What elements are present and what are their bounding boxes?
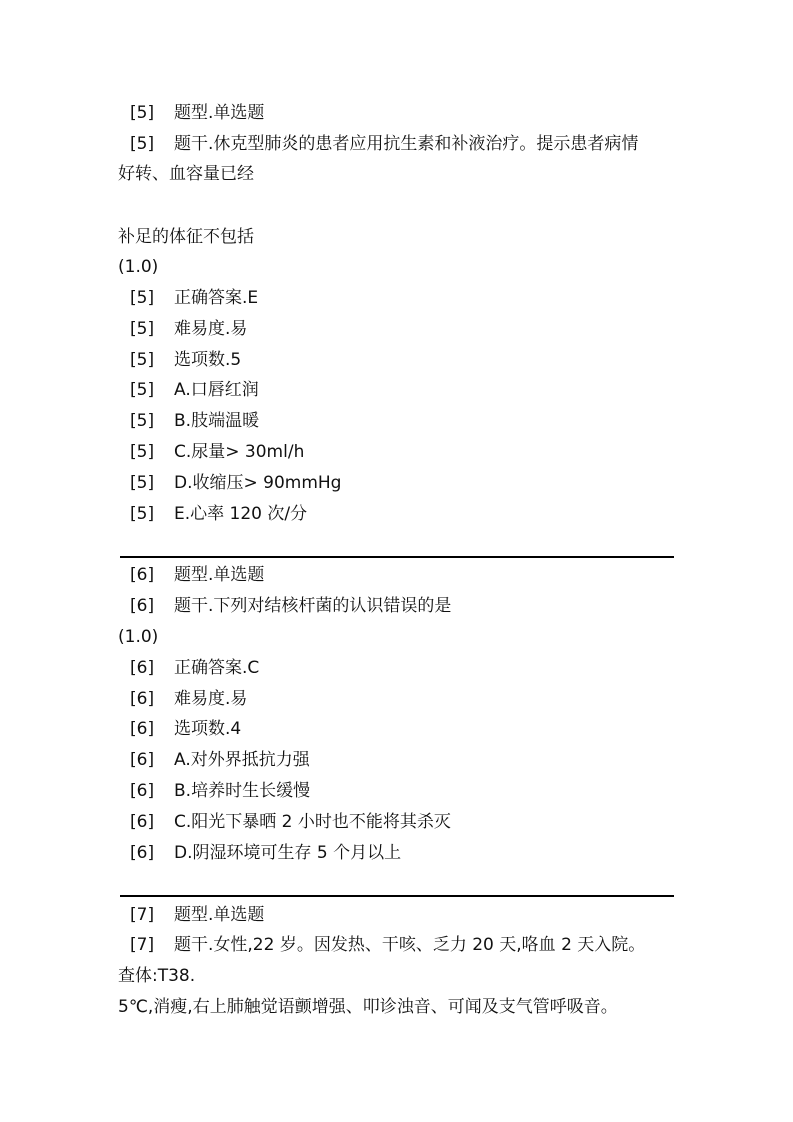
separator-rule [120,895,674,897]
q6-number: [6] [130,781,155,801]
q7-number: [7] [130,935,155,955]
q5-stem-cont2: 补足的体征不包括 [118,227,254,247]
q6-answer: 正确答案.C [174,658,260,678]
q5-number: [5] [130,319,155,339]
q5-number: [5] [130,473,155,493]
q5-number: [5] [130,288,155,308]
q6-number: [6] [130,689,155,709]
q5-score: (1.0) [118,257,159,277]
q6-number: [6] [130,596,155,616]
q6-option-count: 选项数.4 [174,719,242,739]
q6-option-a-text: A.对外界抵抗力强 [174,750,310,770]
q6-number: [6] [130,658,155,678]
q5-option-b-text: B.肢端温暖 [174,411,260,431]
q6-stem: 题干.下列对结核杆菌的认识错误的是 [174,596,452,616]
q5-stem: 题干.休克型肺炎的患者应用抗生素和补液治疗。提示患者病情 [174,134,639,154]
q7-stem-cont1: 查体:T38. [118,966,196,986]
q5-type: 题型.单选题 [174,103,265,123]
q7-number: [7] [130,905,155,925]
q5-stem-cont1: 好转、血容量已经 [118,164,254,184]
q6-option-c-text: C.阳光下暴晒 2 小时也不能将其杀灭 [174,812,451,832]
q5-option-d-text: D.收缩压> 90mmHg [174,473,342,493]
q6-number: [6] [130,812,155,832]
q5-option-c-text: C.尿量> 30ml/h [174,442,305,462]
q5-difficulty: 难易度.易 [174,319,248,339]
q6-score: (1.0) [118,627,159,647]
q5-number: [5] [130,442,155,462]
q6-number: [6] [130,565,155,585]
q5-number: [5] [130,134,155,154]
q6-number: [6] [130,750,155,770]
q6-number: [6] [130,843,155,863]
q6-type: 题型.单选题 [174,565,265,585]
q7-stem: 题干.女性,22 岁。因发热、干咳、乏力 20 天,咯血 2 天入院。 [174,935,646,955]
q5-option-e-text: E.心率 120 次/分 [174,504,308,524]
q5-answer: 正确答案.E [174,288,259,308]
q5-number: [5] [130,350,155,370]
q5-number: [5] [130,103,155,123]
q5-number: [5] [130,504,155,524]
q7-stem-cont2: 5℃,消瘦,右上肺触觉语颤增强、叩诊浊音、可闻及支气管呼吸音。 [118,997,618,1017]
q6-option-d-text: D.阴湿环境可生存 5 个月以上 [174,843,402,863]
separator-rule [120,556,674,558]
q6-number: [6] [130,719,155,739]
q5-option-count: 选项数.5 [174,350,242,370]
q6-option-b-text: B.培养时生长缓慢 [174,781,311,801]
q5-number: [5] [130,380,155,400]
q6-difficulty: 难易度.易 [174,689,248,709]
q5-option-a-text: A.口唇红润 [174,380,259,400]
q5-number: [5] [130,411,155,431]
q7-type: 题型.单选题 [174,905,265,925]
